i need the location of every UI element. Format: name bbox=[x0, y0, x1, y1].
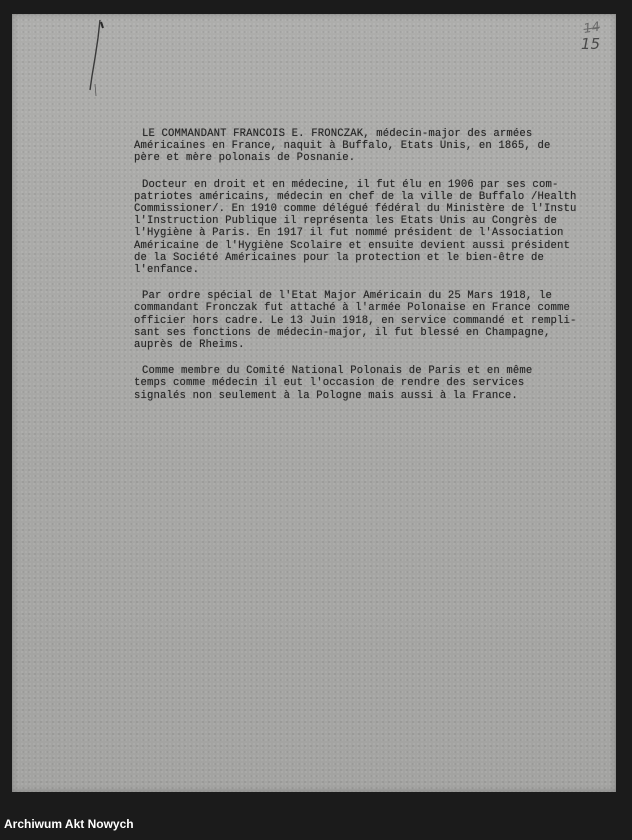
text-line: de la Société Américaines pour la protection et le bien-être de bbox=[134, 251, 544, 264]
text-line: patriotes américains, médecin en chef de la ville de Buffalo /Health bbox=[134, 190, 577, 203]
document-page bbox=[12, 14, 616, 792]
text-line: LE COMMANDANT FRANCOIS E. FRONCZAK, médecin-major des armées bbox=[142, 128, 533, 140]
text-line: signalés non seulement à la Pologne mais aussi à la France. bbox=[134, 389, 518, 402]
text-line: Américaines en France, naquit à Buffalo, Etats Unis, en 1865, de bbox=[134, 140, 551, 153]
text-line: officier hors cadre. Le 13 Juin 1918, en service commandé et rempli- bbox=[134, 314, 577, 327]
archive-name: Archiwum Akt Nowych bbox=[4, 817, 134, 831]
page-number-old: 14 bbox=[582, 19, 601, 37]
page-number-new: 15 bbox=[580, 35, 600, 53]
text-line: Par ordre spécial de l'Etat Major Américain du 25 Mars 1918, le bbox=[142, 290, 552, 303]
text-line: Commissioner/. En 1910 comme délégué fédéral du Ministère de l'Instu bbox=[134, 203, 577, 216]
text-line: Docteur en droit et en médecine, il fut élu en 1906 par ses com- bbox=[142, 178, 559, 191]
text-line: l'Instruction Publique il représenta les Etats Unis au Congrès de bbox=[134, 215, 557, 228]
typed-text bbox=[134, 128, 608, 416]
paragraph-committee bbox=[134, 365, 608, 402]
text-line: temps comme médecin il eut l'occasion de rendre des services bbox=[134, 377, 525, 390]
text-line: commandant Fronczak fut attaché à l'armée Polonaise en France comme bbox=[134, 302, 570, 315]
archive-footer bbox=[0, 802, 632, 840]
text-line: l'enfance. bbox=[134, 264, 200, 277]
text-line: Américaine de l'Hygiène Scolaire et ensuite devient aussi président bbox=[134, 239, 570, 252]
paragraph-career bbox=[134, 179, 608, 277]
text-line: auprès de Rheims. bbox=[134, 339, 245, 352]
text-line: Comme membre du Comité National Polonais de Paris et en même bbox=[142, 365, 533, 378]
pencil-mark bbox=[86, 18, 104, 98]
text-line: père et mère polonais de Posnanie. bbox=[134, 152, 356, 165]
paragraph-military bbox=[134, 290, 608, 351]
paragraph-intro bbox=[134, 128, 608, 165]
text-line: l'Hygiène à Paris. En 1917 il fut nommé président de l'Association bbox=[134, 227, 564, 240]
page-number bbox=[580, 19, 601, 53]
text-line: sant ses fonctions de médecin-major, il fut blessé en Champagne, bbox=[134, 326, 551, 339]
